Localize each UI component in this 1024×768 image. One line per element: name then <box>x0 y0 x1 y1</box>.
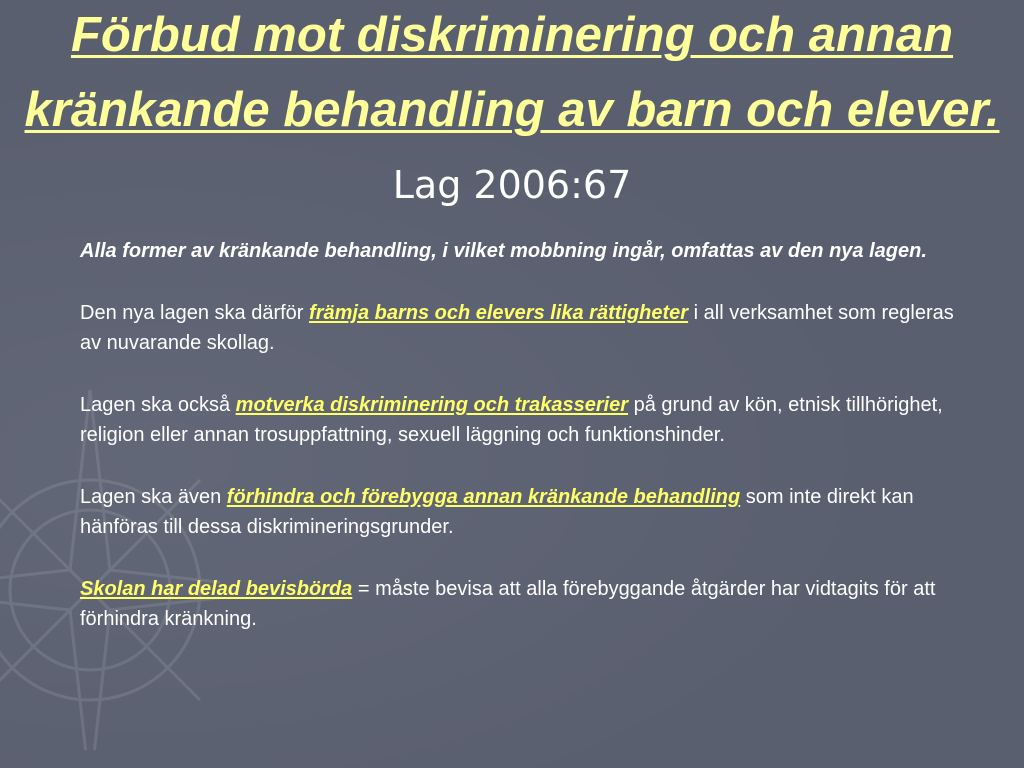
paragraph-burden-of-proof-after: = måste bevisa att alla förebyggande åtgärder har vidtagits för att förhindra kränkning. <box>80 578 936 630</box>
highlight-rights: främja barns och elevers lika rättigheter <box>309 302 689 324</box>
paragraph-rights-after: i all verksamhet som regleras av nuvarande skollag. <box>80 302 954 354</box>
paragraph-prevention-before: Lagen ska även <box>80 486 227 508</box>
highlight-prevention: förhindra och förebygga annan kränkande behandling <box>226 486 741 508</box>
paragraph-rights-before: Den nya lagen ska därför <box>80 302 310 324</box>
paragraph-prevention-after: som inte direkt kan hänföras till dessa diskrimineringsgrunder. <box>80 486 914 538</box>
paragraph-burden-of-proof <box>80 574 960 634</box>
slide-title <box>20 0 1004 222</box>
paragraph-rights <box>80 298 960 358</box>
highlight-discrimination: motverka diskriminering och trakasserier <box>235 394 629 416</box>
intro-paragraph: Alla former av kränkande behandling, i vilket mobbning ingår, omfattas av den nya lagen. <box>80 240 927 262</box>
paragraph-discrimination-after: på grund av kön, etnisk tillhörighet, religion eller annan trosuppfattning, sexuell läggning och funktionshinder. <box>80 394 943 446</box>
highlight-burden-of-proof: Skolan har delad bevisbörda <box>80 578 353 600</box>
slide-body <box>80 236 960 666</box>
slide-title-main: Förbud mot diskriminering och annan kränkande behandling av barn och elever. <box>24 8 1000 137</box>
paragraph-discrimination <box>80 390 960 450</box>
law-reference: Lag 2006:67 <box>392 163 632 207</box>
paragraph-discrimination-before: Lagen ska också <box>80 394 236 416</box>
paragraph-prevention <box>80 482 960 542</box>
